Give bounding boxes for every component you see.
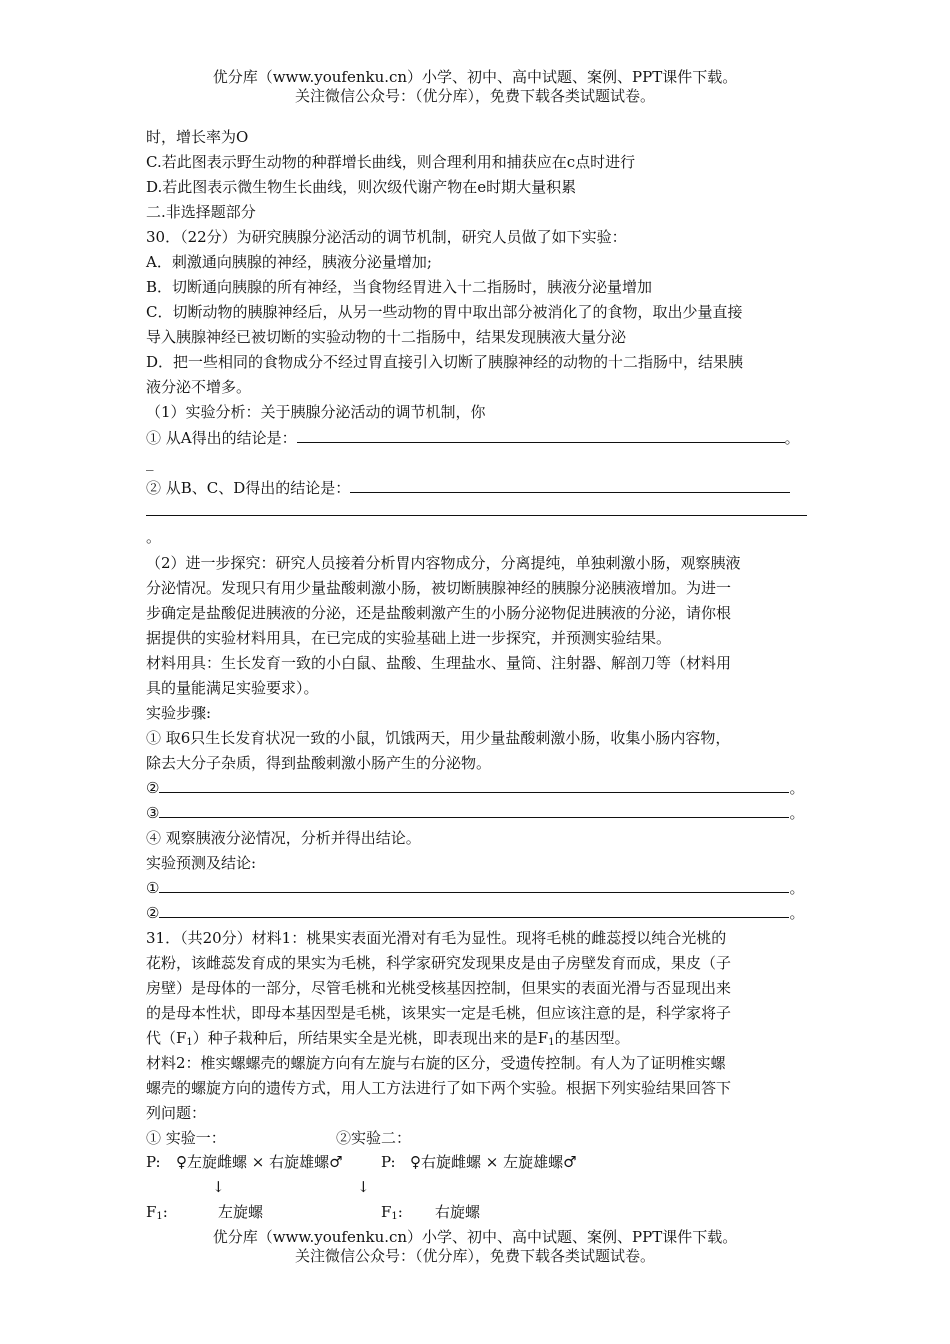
period: 。 [789,779,805,797]
text-line: 导入胰腺神经已被切断的实验动物的十二指肠中，结果发现胰液大量分泌 [146,328,627,346]
answer-blank[interactable] [159,878,789,893]
text-line: C．切断动物的胰腺神经后，从另一些动物的胃中取出部分被消化了的食物，取出少量直接 [146,303,743,321]
text-line: 步确定是盐酸促进胰液的分泌，还是盐酸刺激产生的小肠分泌物促进胰液的分泌，请你根 [146,604,732,622]
step-number: ① [146,879,160,897]
text-line: 分泌情况。发现只有用少量盐酸刺激小肠，被切断胰腺神经的胰腺分泌胰液增加。为进一 [146,579,732,597]
text-span: F [146,1203,157,1221]
subscript: 1 [186,1037,193,1048]
answer-blank-continued[interactable] [146,515,807,516]
text-line: 螺壳的螺旋方向的遗传方式，用人工方法进行了如下两个实验。根据下列实验结果回答下 [146,1079,732,1097]
text-line: （2）进一步探究：研究人员接着分析胃内容物成分，分离提纯，单独刺激小肠，观察胰液 [146,554,741,572]
answer-prompt: ② 从B、C、D得出的结论是： [146,479,351,497]
text-line: 具的量能满足实验要求）。 [146,679,319,697]
text-line: A．刺激通向胰腺的神经，胰液分泌量增加; [146,253,432,271]
text-line: 除去大分子杂质，得到盐酸刺激小肠产生的分泌物。 [146,754,492,772]
subscript: 1 [156,1211,163,1222]
parent-cross-2: ♀右旋雌螺 × 左旋雄螺♂ [410,1153,577,1171]
text-line: _ [146,453,154,471]
text-line: 花粉，该雌蕊发育成的果实为毛桃，科学家研究发现果皮是由子房壁发育而成，果皮（子 [146,954,732,972]
footer-line-2: 关注微信公众号：（优分库），免费下载各类试题试卷。 [294,1247,655,1265]
experiment-2-label: ②实验二： [336,1129,412,1147]
step-number: ③ [146,804,160,822]
text-line: （1）实验分析：关于胰腺分泌活动的调节机制，你 [146,403,486,421]
period: 。 [789,879,805,897]
text-line: 材料用具：生长发育一致的小白鼠、盐酸、生理盐水、量筒、注射器、解剖刀等（材料用 [146,654,732,672]
down-arrow-icon: ↓ [357,1178,370,1196]
text-line: 材料2：椎实螺螺壳的螺旋方向有左旋与右旋的区分，受遗传控制。有人为了证明椎实螺 [146,1054,726,1072]
answer-blank[interactable] [159,778,789,793]
f1-result-1: 左旋螺 [218,1203,264,1221]
step-3-line [146,803,804,823]
text-span: : [397,1203,403,1221]
header-line-2: 关注微信公众号：（优分库），免费下载各类试题试卷。 [294,87,655,105]
answer-blank[interactable] [159,903,789,918]
text-line: ④ 观察胰液分泌情况，分析并得出结论。 [146,829,421,847]
question-30: 30．（22分）为研究胰腺分泌活动的调节机制，研究人员做了如下实验： [146,228,627,246]
step-number: ② [146,779,160,797]
parent-cross-1: ♀左旋雌螺 × 右旋雄螺♂ [176,1153,343,1171]
text-span: 代（F [146,1029,187,1047]
text-line: D.若此图表示微生物生长曲线，则次级代谢产物在e时期大量积累 [146,178,577,196]
step-number: ② [146,904,160,922]
experiment-1-label: ① 实验一： [146,1129,226,1147]
text-line: 据提供的实验材料用具，在已完成的实验基础上进一步探究，并预测实验结果。 [146,629,672,647]
answer-line-bcd [146,478,790,498]
prediction-1-line [146,878,804,898]
section-heading: 二.非选择题部分 [146,203,256,221]
text-line: C.若此图表示野生动物的种群增长曲线，则合理利用和捕获应在c点时进行 [146,153,636,171]
parent-label-1: P: [146,1153,161,1171]
answer-blank[interactable] [159,803,789,818]
period: 。 [789,904,805,922]
parent-label-2: P: [381,1153,396,1171]
text-line: 房壁）是母体的一部分，尽管毛桃和光桃受核基因控制，但果实的表面光滑与否显现出来 [146,979,732,997]
footer-line-1: 优分库（www.youfenku.cn）小学、初中、高中试题、案例、PPT课件下载。 [212,1228,738,1246]
text-line: 液分泌不增多。 [146,378,252,396]
prediction-2-line [146,903,804,923]
text-line: D．把一些相同的食物成分不经过胃直接引入切断了胰腺神经的动物的十二指肠中，结果胰 [146,353,744,371]
answer-blank[interactable] [297,428,785,443]
answer-prompt: ① 从A得出的结论是： [146,429,297,447]
text-line [146,1028,630,1048]
text-span: ）种子栽种后，所结果实全是光桃，即表现出来的是F [192,1029,549,1047]
period: 。 [146,528,162,546]
f1-label-2 [381,1202,403,1222]
subscript: 1 [391,1211,398,1222]
text-line: 实验预测及结论: [146,854,257,872]
text-line: ① 取6只生长发育状况一致的小鼠，饥饿两天，用少量盐酸刺激小肠，收集小肠内容物， [146,729,731,747]
question-31: 31．（共20分）材料1：桃果实表面光滑对有毛为显性。现将毛桃的雌蕊授以纯合光桃的 [146,929,727,947]
header-line-1: 优分库（www.youfenku.cn）小学、初中、高中试题、案例、PPT课件下载。 [212,68,738,86]
answer-line-a [146,428,800,448]
text-line: 的是母本性状，即母本基因型是毛桃，该果实一定是毛桃，但应该注意的是，科学家将子 [146,1004,732,1022]
text-span: : [162,1203,168,1221]
f1-result-2: 右旋螺 [435,1203,481,1221]
answer-blank[interactable] [350,478,790,493]
text-line: 实验步骤: [146,704,212,722]
f1-label-1 [146,1202,168,1222]
period: 。 [789,804,805,822]
text-span: F [381,1203,392,1221]
down-arrow-icon: ↓ [212,1178,225,1196]
text-line: 时，增长率为O [146,128,249,146]
period: 。 [784,429,800,447]
page-footer [0,1228,950,1266]
step-2-line [146,778,804,798]
text-line: B．切断通向胰腺的所有神经，当食物经胃进入十二指肠时，胰液分泌量增加 [146,278,653,296]
page-header-top [0,68,950,106]
text-span: 的基因型。 [554,1029,630,1047]
subscript: 1 [548,1037,555,1048]
text-line: 列问题： [146,1104,207,1122]
